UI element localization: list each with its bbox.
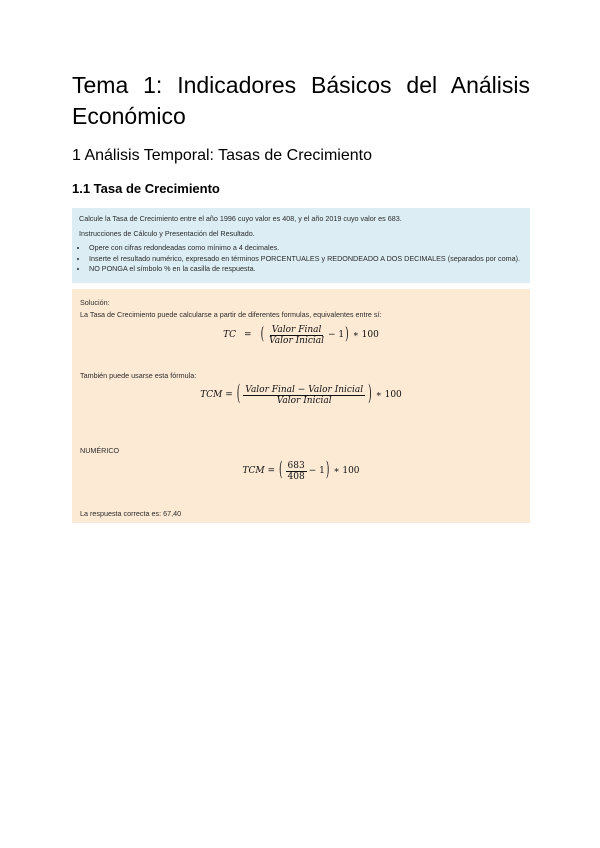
fraction: [286, 461, 307, 482]
formula-minus-one: − 1: [308, 466, 325, 476]
subsection-heading: 1.1 Tasa de Crecimiento: [72, 181, 220, 196]
fraction-numerator: Valor Final: [271, 324, 322, 335]
instructions-title: Instrucciones de Cálculo y Presentación del Resultado.: [79, 228, 255, 238]
paren-close: ): [368, 383, 372, 407]
paren-open: (: [279, 460, 283, 482]
solution-label: Solución:: [80, 297, 110, 307]
also-text: También puede usarse esta fórmula:: [80, 370, 197, 380]
document-title: Tema 1: Indicadores Básicos del Análisis Económico: [72, 72, 530, 129]
paren-open: (: [260, 325, 265, 345]
question-box: [72, 208, 530, 283]
instruction-item: • NO PONGA el símbolo % en la casilla de respuesta.: [88, 264, 523, 275]
solution-intro: La Tasa de Crecimiento puede calcularse a partir de diferentes formulas, equivalentes entre sí:: [80, 309, 382, 319]
paren-close: ): [345, 325, 349, 345]
fraction-denominator: Valor Inicial: [276, 395, 332, 406]
paren-open: (: [236, 383, 241, 407]
numeric-label: NUMÉRICO: [80, 445, 120, 455]
section-heading: 1 Análisis Temporal: Tasas de Crecimiento: [72, 147, 372, 164]
document-page: [72, 70, 530, 523]
formula-minus-one: − 1: [328, 330, 345, 340]
formula-tcm: [72, 385, 530, 406]
formula-times: ∗ 100: [375, 390, 402, 400]
instructions-list: [79, 243, 523, 275]
question-statement: Calcule la Tasa de Crecimiento entre el año 1996 cuyo valor es 408, y el año 2019 cuyo valor es 683.: [79, 214, 402, 223]
formula-times: ∗ 100: [333, 466, 360, 476]
fraction-denominator: 408: [287, 471, 305, 482]
fraction-denominator: Valor Inicial: [269, 335, 325, 346]
fraction: [243, 385, 365, 406]
fraction-numerator: Valor Final − Valor Inicial: [245, 384, 364, 395]
formula-equals: =: [244, 330, 252, 340]
formula-numeric: [72, 461, 530, 482]
instruction-item: • Inserte el resultado numérico, expresado en términos PORCENTUALES y REDONDEADO A DOS DECIMALES (separados por coma).: [88, 254, 523, 265]
fraction-numerator: 683: [287, 460, 305, 471]
paren-close: ): [325, 460, 330, 482]
formula-times: ∗ 100: [352, 330, 379, 340]
formula-lhs: TCM =: [242, 466, 275, 476]
formula-lhs: TCM =: [200, 390, 233, 400]
correct-answer: La respuesta correcta es: 67,40: [80, 508, 182, 518]
instruction-item: • Opere con cifras redondeadas como mínimo a 4 decimales.: [88, 243, 523, 254]
formula-tc: [72, 325, 530, 346]
fraction: [267, 325, 326, 346]
formula-lhs: TC: [223, 330, 237, 340]
solution-box: [72, 289, 530, 523]
